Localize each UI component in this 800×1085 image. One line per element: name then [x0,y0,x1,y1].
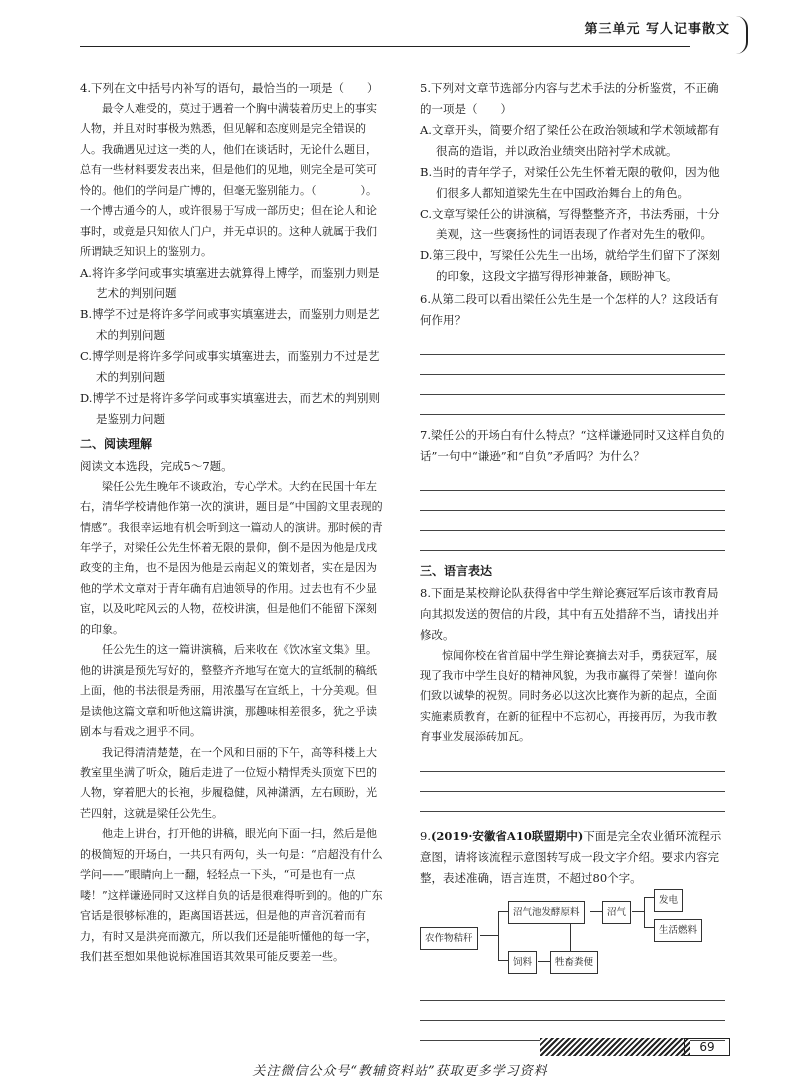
answer-line[interactable] [420,772,725,792]
flow-node-straw: 农作物秸秆 [420,927,478,950]
question-9-source: (2019·安徽省A10联盟期中) [430,828,584,843]
question-5-option-c: C.文章写梁任公的讲演稿，写得整整齐齐，书法秀丽，十分美观，这一些褒扬性的词语表现了作者对先生的敬仰。 [420,206,720,242]
question-5-stem: 5.下列对文章节选部分内容与艺术手法的分析鉴赏，不正确的一项是（ ） [420,81,719,116]
question-9-stem [420,826,725,889]
question-4 [80,78,385,430]
flow-arrow [644,927,654,928]
reading-paragraph: 梁任公先生晚年不谈政治，专心学术。大约在民国十年左右，清华学校请他作第一次的演讲，题目是“中国韵文里表现的情感”。我很幸运地有机会听到这一篇动人的演讲。那时候的青年学子，对梁任公先生怀着无限的景仰，倒不是因为他是戊戌政变的主角，也不是因为他是云南起义的策划者，实在是因为他的学术文章对于青年确有启迪领导的作用。过去也有不少显宦，以及叱咤风云的人物，莅校讲演，但是他们不能留下深刻的印象。 [80,479,383,636]
answer-line[interactable] [420,471,725,491]
flow-diagram [420,894,725,977]
flow-arrow [570,923,571,951]
question-5-option-a: A.文章开头，简要介绍了梁任公在政治领域和学术领域都有很高的造诣，并以政治业绩突出陪衬学术成就。 [420,122,720,158]
reading-paragraph: 他走上讲台，打开他的讲稿，眼光向下面一扫，然后是他的极简短的开场白，一共只有两句，头一句是：“启超没有什么学问——”眼睛向上一翻，轻轻点一下头，“可是也有一点喽！”这样谦逊同时又这样自负的话是很难得听到的。他的广东官话是很够标准的，距离国语甚远，但是他的声音沉着而有力，有时又是洪亮而激亢，所以我们还是能听懂他的每一字，我们甚至想如果他说标准国语其效果可能反要差一些。 [80,827,383,964]
question-8-stem: 8.下面是某校辩论队获得省中学生辩论赛冠军后该市教育局向其拟发送的贺信的片段，其中有五处措辞不当，请找出并修改。 [420,585,719,642]
question-4-option-b: B.博学不过是将许多学问或事实填塞进去，而鉴别力则是艺术的判别问题 [80,307,380,343]
flow-arrow [498,960,508,961]
flow-node-power: 发电 [654,889,683,912]
answer-lines [420,335,725,415]
question-5 [420,78,725,287]
question-4-passage: 最令人难受的，莫过于遇着一个胸中满装着历史上的事实人物，并且对时事极为熟悉，但见解和态度则是完全错误的人。我确遇见过这一类的人，他们在谈话时，无论什么题目，总有一些材料要发表出来，但是他们的见地，则完全是可笑可怜的。他们的学问是广博的，但毫无鉴别能力。（ ）。一个博古通今的人，或许很易于写成一部历史；但在论人和论事时，或竟是只知依人门户，并无卓识的。这种人就属于我们所谓缺乏知识上的鉴别力。 [80,101,377,259]
answer-line[interactable] [420,375,725,395]
answer-line[interactable] [420,355,725,375]
answer-lines [420,752,725,812]
page-number-decoration [540,1038,690,1056]
question-9-number: 9. [420,828,431,843]
page-header: 第三单元 写人记事散文 [584,22,730,37]
section-2-intro: 阅读文本选段，完成5～7题。 [80,458,233,473]
right-column [420,78,725,1043]
flow-arrow [590,911,602,912]
answer-line[interactable] [420,1001,725,1021]
flow-arrow [498,911,508,912]
question-4-stem: 4.下列在文中括号内补写的语句，最恰当的一项是（ ） [80,81,379,95]
question-5-option-d: D.第三段中，写梁任公先生一出场，就给学生们留下了深刻的印象，这段文字描写得形神兼备，顾盼神飞。 [420,248,720,284]
answer-line[interactable] [420,511,725,531]
flow-connector [644,897,645,927]
flow-node-biogas-material: 沼气池发酵原料 [508,901,585,924]
question-9 [420,826,725,1041]
question-8-passage: 惊闻你校在省首届中学生辩论赛摘去对手，勇获冠军，展现了我市中学生良好的精神风貌，为我市赢得了荣誉！谨向你们致以诚挚的祝贺。同时务必以这次比赛作为新的起点，全面实施素质教育，在新的征程中不忘初心，再接再厉，为我市教育事业发展添砖加瓦。 [420,648,717,744]
flow-node-feed: 饲料 [508,951,537,974]
question-7 [420,425,725,551]
flow-node-manure: 牲畜粪便 [550,951,598,974]
answer-line[interactable] [420,395,725,415]
question-6-stem: 6.从第二段可以看出梁任公先生是一个怎样的人？这段话有何作用？ [420,292,719,328]
flow-connector [480,935,498,936]
question-4-option-c: C.博学则是将许多学问或事实填塞进去，而鉴别力不过是艺术的判别问题 [80,349,380,385]
answer-lines [420,981,725,1041]
reading-paragraph: 任公先生的这一篇讲演稿，后来收在《饮冰室文集》里。他的讲演是预先写好的，整整齐齐地写在宽大的宣纸制的稿纸上面，他的书法很是秀丽，用浓墨写在宣纸上，十分美观。但是读他这篇文章和听他这篇讲演，那趣味相差很多，犹之乎读剧本与看戏之迥乎不同。 [80,643,377,739]
question-4-option-a: A.将许多学问或事实填塞进去就算得上博学，而鉴别力则是艺术的判别问题 [80,265,380,301]
question-9-text: 下面是完全农业循环流程示意图，请将该流程示意图转写成一段文字介绍。要求内容完整，表述准确，语言连贯，不超过80个字。 [420,828,722,885]
page-number: 69 [684,1038,730,1056]
flow-connector [632,911,644,912]
answer-line[interactable] [420,981,725,1001]
flow-node-fuel: 生活燃料 [654,919,702,942]
left-column [80,78,385,968]
flow-node-biogas: 沼气 [602,901,631,924]
answer-lines [420,471,725,551]
footer-note: 关注微信公众号“教辅资料站”获取更多学习资料 [252,1064,548,1079]
flow-arrow [644,897,654,898]
answer-line[interactable] [420,335,725,355]
reading-paragraph: 我记得清清楚楚，在一个风和日丽的下午，高等科楼上大教室里坐满了听众，随后走进了一位短小精悍秃头顶宽下巴的人物，穿着肥大的长袍，步履稳健，风神潇洒，左右顾盼，光芒四射，这就是梁任公先生。 [80,745,377,820]
section-3-title: 三、语言表达 [420,563,493,578]
question-6 [420,289,725,415]
question-4-option-d: D.博学不过是将许多学问或事实填塞进去，而艺术的判别则是鉴别力问题 [80,391,380,426]
question-8 [420,583,725,812]
answer-line[interactable] [420,491,725,511]
header-brace [736,16,748,54]
answer-line[interactable] [420,752,725,772]
answer-line[interactable] [420,531,725,551]
flow-connector [498,911,499,961]
answer-line[interactable] [420,792,725,812]
question-5-option-b: B.当时的青年学子，对梁任公先生怀着无限的敬仰，因为他们很多人都知道梁先生在中国政治舞台上的角色。 [420,164,720,200]
flow-arrow [538,961,550,962]
question-7-stem: 7.梁任公的开场白有什么特点？“这样谦逊同时又这样自负的话”一句中“谦逊”和“自负”矛盾吗？为什么？ [420,428,725,463]
header-rule [80,46,690,47]
section-2-title: 二、阅读理解 [80,436,153,451]
